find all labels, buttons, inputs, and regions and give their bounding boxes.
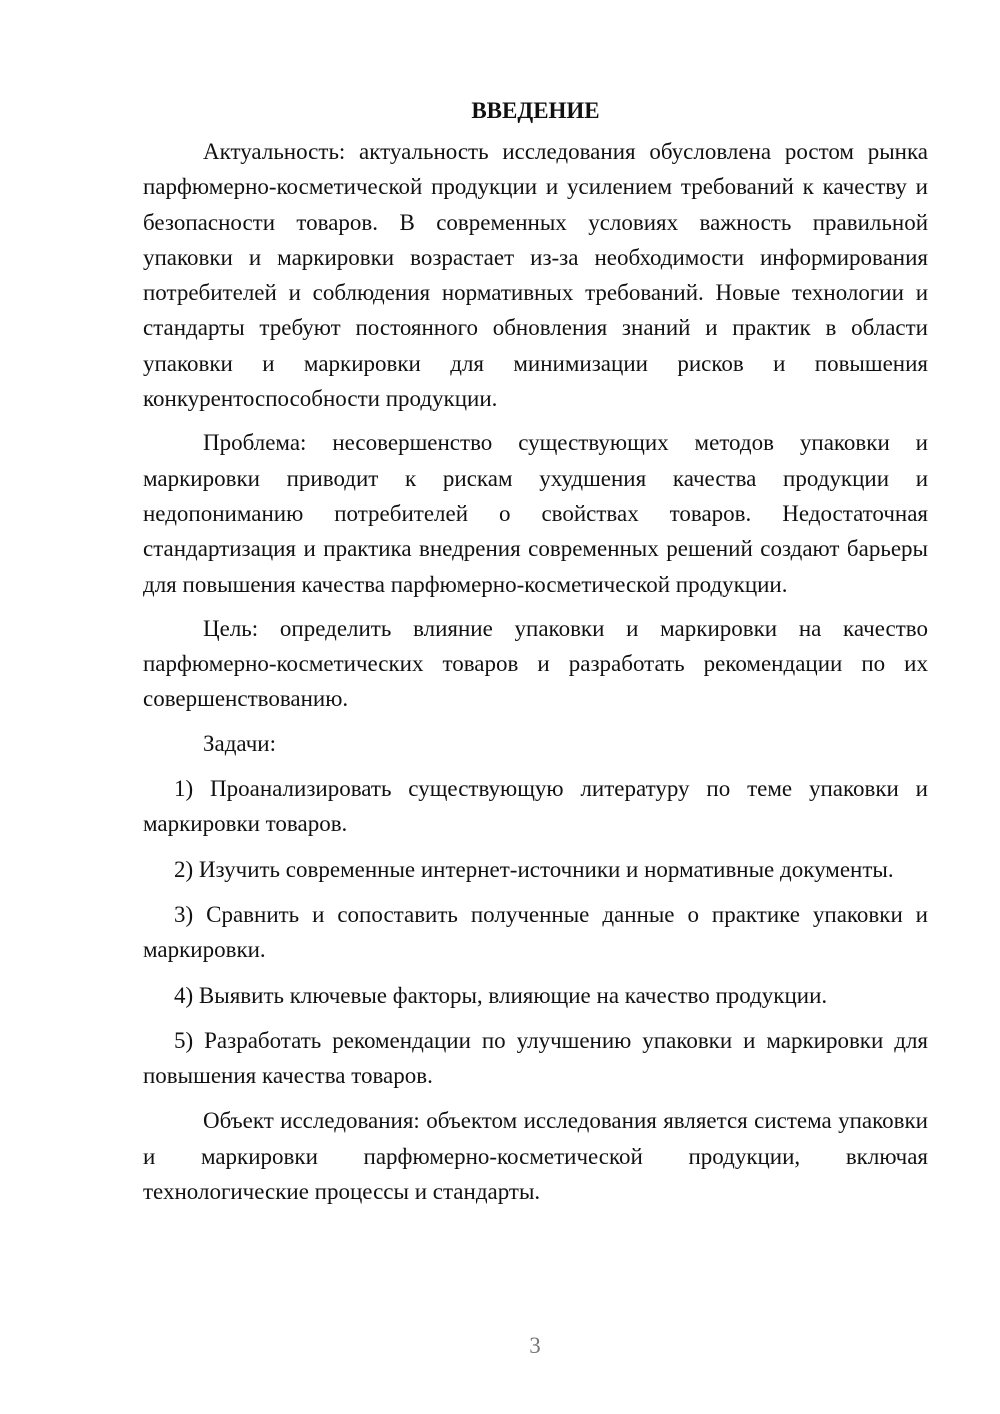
- page-number: 3: [529, 1333, 541, 1358]
- problem-paragraph: Проблема: несовершенство существующих методов упаковки и маркировки приводит к рискам ухудшения качества продукции и недопониманию потребителей о свойствах товаров. Недостаточная стандартизация и практика внедрения современных решений создают барьеры для повышения качества парфюмерно-косметической продукции.: [143, 430, 928, 597]
- task-item-4: 4) Выявить ключевые факторы, влияющие на качество продукции.: [174, 982, 828, 1008]
- goal-paragraph: Цель: определить влияние упаковки и маркировки на качество парфюмерно-косметических товаров и разработать рекомендации по их совершенствованию.: [143, 615, 928, 712]
- relevance-paragraph: Актуальность: актуальность исследования обусловлена ростом рынка парфюмерно-косметической продукции и усилением требований к качеству и безопасности товаров. В современных условиях важность правильной упаковки и маркировки возрастает из-за необходимости информирования потребителей и соблюдения нормативных требований. Новые технологии и стандарты требуют постоянного обновления знаний и практик в области упаковки и маркировки для минимизации рисков и повышения конкурентоспособности продукции.: [143, 139, 928, 412]
- document-page: [143, 93, 928, 1218]
- task-item-3: 3) Сравнить и сопоставить полученные данные о практике упаковки и маркировки.: [143, 901, 928, 963]
- task-item-5: 5) Разработать рекомендации по улучшению упаковки и маркировки для повышения качества товаров.: [143, 1027, 928, 1089]
- tasks-heading: Задачи:: [203, 730, 276, 756]
- page-title: ВВЕДЕНИЕ: [471, 98, 600, 123]
- task-item-1: 1) Проанализировать существующую литературу по теме упаковки и маркировки товаров.: [143, 776, 928, 837]
- task-item-2: 2) Изучить современные интернет-источники и нормативные документы.: [174, 856, 894, 882]
- object-paragraph: Объект исследования: объектом исследования является система упаковки и маркировки парфюмерно-косметической продукции, включая технологические процессы и стандарты.: [143, 1108, 928, 1205]
